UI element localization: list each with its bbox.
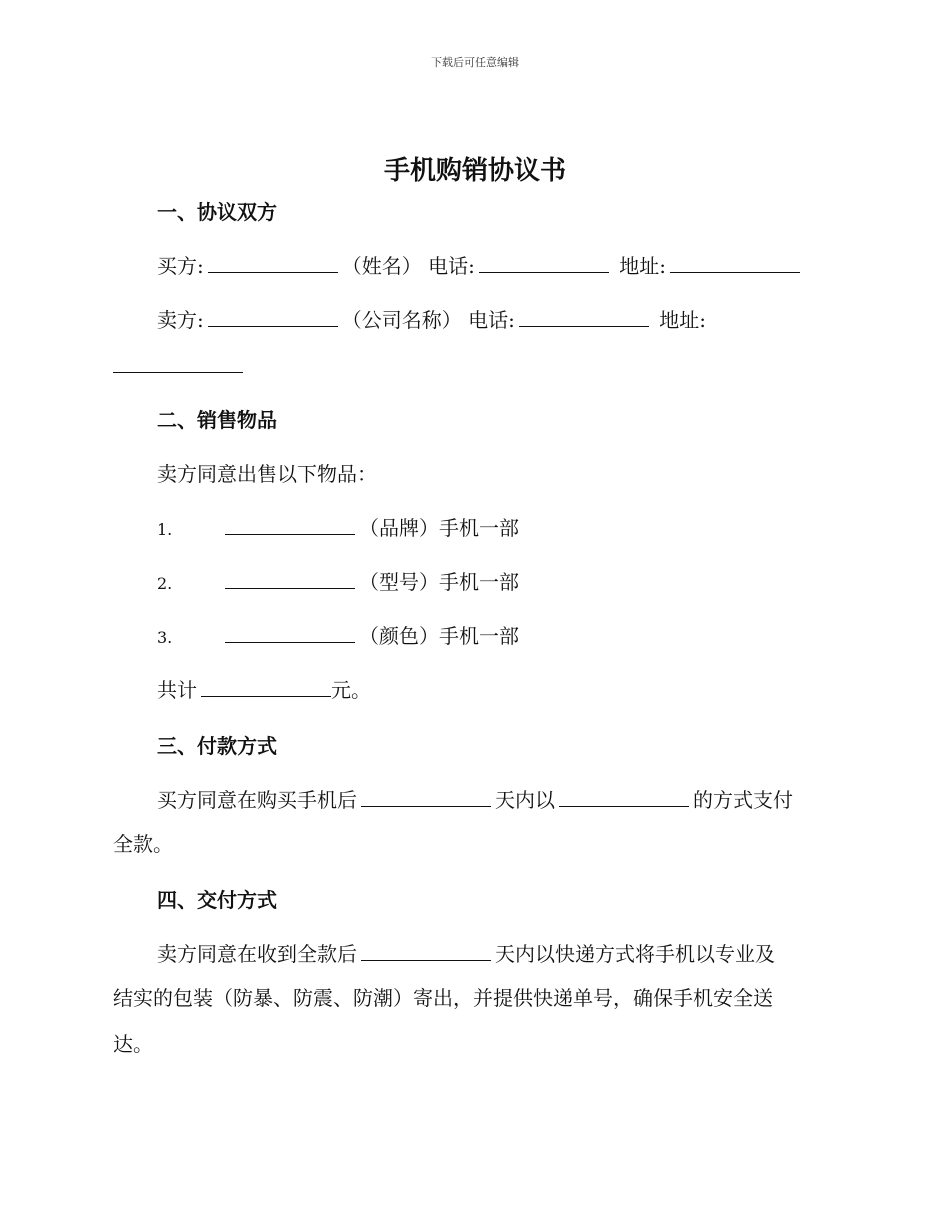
delivery-text-a: 卖方同意在收到全款后 — [157, 942, 357, 966]
goods-item-3-number: 3. — [157, 628, 173, 647]
total-suffix: 元。 — [331, 678, 371, 702]
delivery-line-3: 达。 — [113, 1032, 153, 1056]
payment-days-blank — [361, 788, 491, 807]
total-line — [157, 676, 371, 704]
section-heading-parties: 一、协议双方 — [157, 200, 277, 224]
buyer-name-blank — [208, 254, 338, 273]
goods-item-2-number: 2. — [157, 574, 173, 593]
section-heading-goods: 二、销售物品 — [157, 408, 277, 432]
buyer-phone-label: 电话: — [428, 254, 475, 278]
seller-address-label: 地址: — [659, 308, 706, 332]
seller-name-blank — [208, 308, 338, 327]
seller-address-blank — [113, 354, 243, 373]
payment-text-b: 天内以 — [495, 788, 555, 812]
buyer-address-label: 地址: — [619, 254, 666, 278]
buyer-name-hint: （姓名） — [341, 254, 422, 278]
goods-item-1-number: 1. — [157, 520, 173, 539]
payment-line-1 — [157, 786, 793, 814]
goods-item-1-hint: （品牌）手机一部 — [359, 516, 519, 540]
seller-name-hint: （公司名称） — [341, 308, 462, 332]
goods-item-2 — [157, 568, 519, 598]
page-header-note: 下载后可任意编辑 — [431, 56, 519, 69]
buyer-line — [157, 252, 804, 280]
section-heading-delivery: 四、交付方式 — [157, 888, 277, 912]
goods-item-3-hint: （颜色）手机一部 — [359, 624, 519, 648]
payment-line-2: 全款。 — [113, 832, 173, 856]
seller-label: 卖方: — [157, 308, 204, 332]
total-prefix: 共计 — [157, 678, 197, 702]
section-heading-payment: 三、付款方式 — [157, 734, 277, 758]
delivery-line-1 — [157, 940, 775, 968]
delivery-line-2: 结实的包装（防暴、防震、防潮）寄出，并提供快递单号，确保手机安全送 — [113, 986, 773, 1010]
buyer-address-blank — [670, 254, 800, 273]
color-blank — [225, 624, 355, 643]
payment-text-a: 买方同意在购买手机后 — [157, 788, 357, 812]
goods-intro: 卖方同意出售以下物品： — [157, 462, 377, 486]
payment-method-blank — [559, 788, 689, 807]
goods-item-1 — [157, 514, 519, 544]
delivery-text-b: 天内以快递方式将手机以专业及 — [495, 942, 775, 966]
payment-text-c: 的方式支付 — [693, 788, 793, 812]
document-title: 手机购销协议书 — [383, 156, 566, 186]
buyer-phone-blank — [479, 254, 609, 273]
goods-item-2-hint: （型号）手机一部 — [359, 570, 519, 594]
total-amount-blank — [201, 678, 331, 697]
goods-item-3 — [157, 622, 519, 652]
delivery-days-blank — [361, 942, 491, 961]
model-blank — [225, 570, 355, 589]
seller-phone-blank — [519, 308, 649, 327]
brand-blank — [225, 516, 355, 535]
seller-line — [157, 306, 706, 334]
buyer-label: 买方: — [157, 254, 204, 278]
seller-phone-label: 电话: — [468, 308, 515, 332]
seller-address-wrap-line — [113, 352, 247, 380]
